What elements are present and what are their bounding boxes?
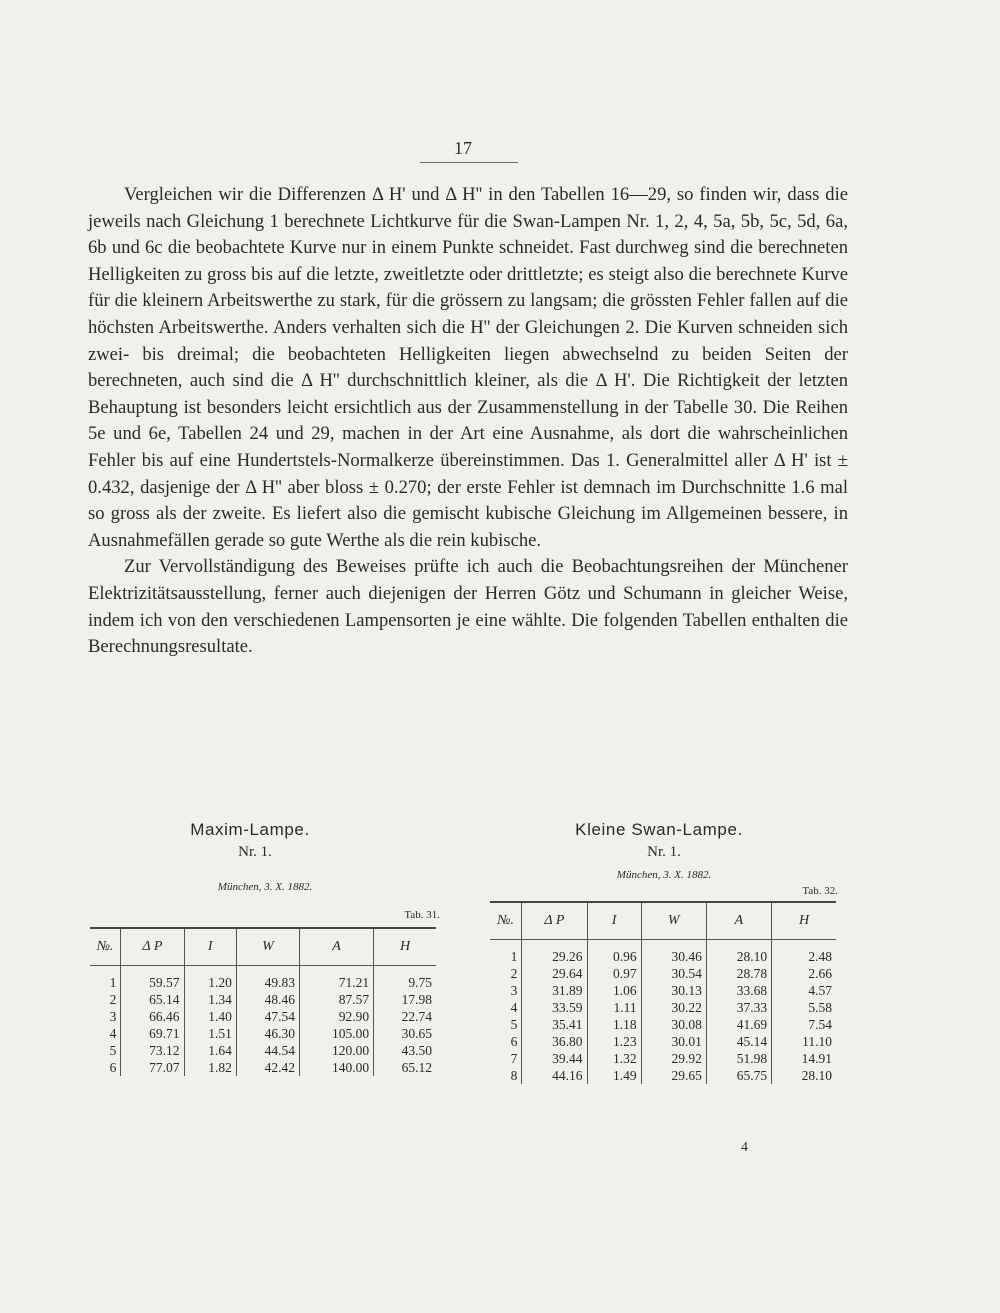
table-cell: 73.12: [121, 1042, 184, 1059]
table-nr: Nr. 1.: [238, 844, 272, 860]
table-row: [490, 999, 836, 1016]
table-cell: 33.59: [522, 999, 587, 1016]
column-header: H: [772, 902, 836, 940]
table-cell: 5: [109, 1043, 117, 1058]
table-cell: 35.41: [522, 1016, 587, 1033]
table-cell: 22.74: [374, 1008, 436, 1025]
table-cell: 39.44: [522, 1050, 587, 1067]
table-cell: 29.92: [641, 1050, 706, 1067]
table-title: Kleine Swan-Lampe.: [575, 820, 743, 839]
table-place-date: München, 3. X. 1882.: [217, 881, 313, 893]
table-cell: 2.48: [772, 940, 836, 966]
table-cell: 1.34: [184, 991, 236, 1008]
table-cell: 9.75: [374, 966, 436, 992]
table-cell: 30.46: [641, 940, 706, 966]
table-cell: 87.57: [300, 991, 374, 1008]
table-cell: 1.51: [184, 1025, 236, 1042]
table-row: [90, 991, 436, 1008]
table-cell: 1: [510, 949, 518, 964]
table-number: Tab. 31.: [404, 909, 440, 921]
table-cell: 3: [109, 1009, 117, 1024]
column-header: A: [300, 928, 374, 966]
table-cell: 45.14: [706, 1033, 771, 1050]
table-cell: 0.97: [587, 965, 641, 982]
table-cell: 30.01: [641, 1033, 706, 1050]
table-cell: 6: [510, 1034, 518, 1049]
table-cell: 1.20: [184, 966, 236, 992]
table-row: [90, 1025, 436, 1042]
table-cell: 29.64: [522, 965, 587, 982]
table-cell: 30.22: [641, 999, 706, 1016]
table-cell: 4: [510, 1000, 518, 1015]
table-cell: 30.54: [641, 965, 706, 982]
table-cell: 1.40: [184, 1008, 236, 1025]
table-cell: 6: [109, 1060, 117, 1075]
table-cell: 1.23: [587, 1033, 641, 1050]
table-row: [490, 1033, 836, 1050]
table-cell: 1.49: [587, 1067, 641, 1084]
table-cell: 1: [109, 975, 117, 990]
column-header: H: [374, 928, 436, 966]
table-row: [90, 1059, 436, 1076]
table-cell: 31.89: [522, 982, 587, 999]
table-cell: 30.08: [641, 1016, 706, 1033]
table-row: [90, 1008, 436, 1025]
table-row: [490, 1016, 836, 1033]
column-header: Δ P: [522, 902, 587, 940]
table-cell: 36.80: [522, 1033, 587, 1050]
table-cell: 1.82: [184, 1059, 236, 1076]
table-cell: 30.65: [374, 1025, 436, 1042]
table-cell: 37.33: [706, 999, 771, 1016]
column-header: №.: [490, 902, 522, 940]
table-cell: 4.57: [772, 982, 836, 999]
table-cell: 5: [510, 1017, 518, 1032]
table-cell: 44.16: [522, 1067, 587, 1084]
table-cell: 51.98: [706, 1050, 771, 1067]
paragraph-2: Zur Vervollständigung des Beweises prüfte ich auch die Beobachtungsreihen der Münchener Elektrizitätsausstellung, ferner auch diejenigen der Herren Götz und Schumann in gleicher Weise, indem ich von den verschiedenen Lampensorten je eine wählte. Die folgenden Tabellen enthalten die Berechnungsresultate.: [88, 556, 848, 658]
table-cell: 28.10: [706, 940, 771, 966]
table-nr: Nr. 1.: [647, 844, 681, 860]
table-cell: 77.07: [121, 1059, 184, 1076]
table-cell: 29.65: [641, 1067, 706, 1084]
column-header: Δ P: [121, 928, 184, 966]
paragraph-1: Vergleichen wir die Differenzen Δ H' und Δ H'' in den Tabellen 16—29, so finden wir, dass die jeweils nach Gleichung 1 berechnete Lichtkurve für die Swan-Lampen Nr. 1, 2, 4, 5a, 5b, 5c, 5d, 6a, 6b und 6c die beobachtete Kurve nur in einem Punkte schneidet. Fast durchweg sind die berechneten Helligkeiten zu gross bis auf die letzte, zweitletzte oder drittletzte; es steigt also die berechnete Kurve für die kleinern Arbeitswerthe zu stark, für die grössern zu langsam; die grössten Fehler fallen auf die höchsten Arbeitswerthe. Anders verhalten sich die H'' der Gleichungen 2. Die Kurven schneiden sich zwei- bis dreimal; die beobachteten Helligkeiten liegen abwechselnd zu beiden Seiten der berechneten, auch sind die Δ H'' durchschnittlich kleiner, als die Δ H'. Die Richtigkeit der letzten Behauptung ist besonders leicht ersichtlich aus der Zusammenstellung in der Tabelle 30. Die Reihen 5e und 6e, Tabellen 24 und 29, machen in der Art eine Ausnahme, als dort die wahrscheinlichen Fehler bis auf eine Hundertstels-Normalkerze übereinstimmen. Das 1. Generalmittel aller Δ H' ist ± 0.432, dasjenige der Δ H'' aber bloss ± 0.270; der erste Fehler ist demnach im Durchschnitte 1.6 mal so gross als der zweite. Es liefert also die gemischt kubische Gleichung im Allgemeinen bessere, in Ausnahmefällen gerade so gute Werthe als die rein kubische.: [88, 184, 848, 551]
table-cell: 4: [109, 1026, 117, 1041]
table-row: [490, 1050, 836, 1067]
table-title: Maxim-Lampe.: [190, 820, 310, 839]
table-cell: 66.46: [121, 1008, 184, 1025]
table-cell: 29.26: [522, 940, 587, 966]
table-cell: 48.46: [236, 991, 299, 1008]
table-block-maxim: [90, 820, 440, 1076]
data-table: [490, 901, 836, 1084]
table-place-date: München, 3. X. 1882.: [616, 869, 712, 881]
table-number: Tab. 32.: [802, 885, 838, 897]
column-header: I: [587, 902, 641, 940]
table-cell: 33.68: [706, 982, 771, 999]
table-cell: 65.75: [706, 1067, 771, 1084]
data-table: [90, 927, 436, 1076]
table-cell: 0.96: [587, 940, 641, 966]
table-cell: 46.30: [236, 1025, 299, 1042]
table-cell: 65.14: [121, 991, 184, 1008]
table-row: [490, 982, 836, 999]
table-cell: 59.57: [121, 966, 184, 992]
footer-signature: 4: [741, 1140, 748, 1155]
table-cell: 17.98: [374, 991, 436, 1008]
table-cell: 3: [510, 983, 518, 998]
table-cell: 65.12: [374, 1059, 436, 1076]
table-cell: 7.54: [772, 1016, 836, 1033]
column-header: W: [236, 928, 299, 966]
table-cell: 2.66: [772, 965, 836, 982]
table-cell: 1.06: [587, 982, 641, 999]
column-header: A: [706, 902, 771, 940]
table-row: [90, 966, 436, 992]
table-cell: 140.00: [300, 1059, 374, 1076]
table-cell: 43.50: [374, 1042, 436, 1059]
table-cell: 1.18: [587, 1016, 641, 1033]
table-cell: 1.11: [587, 999, 641, 1016]
column-header: №.: [90, 928, 121, 966]
table-cell: 71.21: [300, 966, 374, 992]
page-number-rule: [420, 162, 518, 163]
table-row: [490, 1067, 836, 1084]
table-cell: 11.10: [772, 1033, 836, 1050]
table-cell: 8: [510, 1068, 518, 1083]
table-cell: 14.91: [772, 1050, 836, 1067]
table-cell: 42.42: [236, 1059, 299, 1076]
table-row: [490, 940, 836, 966]
table-cell: 47.54: [236, 1008, 299, 1025]
table-cell: 105.00: [300, 1025, 374, 1042]
table-cell: 5.58: [772, 999, 836, 1016]
table-cell: 7: [510, 1051, 518, 1066]
table-cell: 2: [109, 992, 117, 1007]
table-cell: 92.90: [300, 1008, 374, 1025]
table-block-swan: [490, 820, 838, 1084]
table-cell: 69.71: [121, 1025, 184, 1042]
table-row: [490, 965, 836, 982]
table-cell: 30.13: [641, 982, 706, 999]
table-cell: 1.64: [184, 1042, 236, 1059]
table-cell: 49.83: [236, 966, 299, 992]
page-number: 17: [454, 138, 472, 158]
table-cell: 120.00: [300, 1042, 374, 1059]
column-header: I: [184, 928, 236, 966]
table-cell: 28.78: [706, 965, 771, 982]
table-row: [90, 1042, 436, 1059]
table-cell: 28.10: [772, 1067, 836, 1084]
table-cell: 1.32: [587, 1050, 641, 1067]
table-cell: 41.69: [706, 1016, 771, 1033]
table-cell: 44.54: [236, 1042, 299, 1059]
table-cell: 2: [510, 966, 518, 981]
column-header: W: [641, 902, 706, 940]
body-text: [88, 182, 848, 661]
